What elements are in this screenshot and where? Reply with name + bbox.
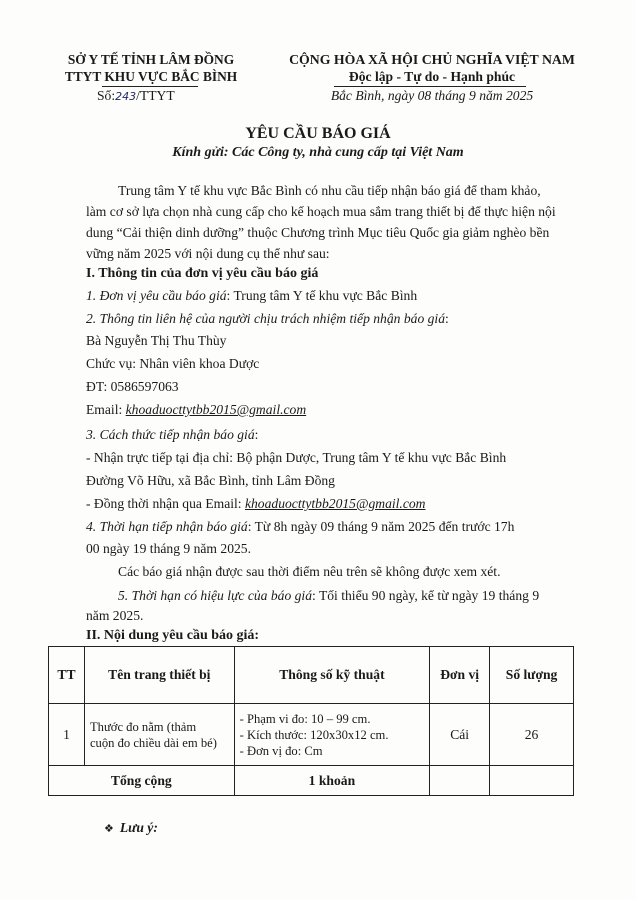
number-suffix: /TTYT: [136, 88, 175, 103]
item-1-value: : Trung tâm Y tế khu vực Bắc Bình: [226, 288, 418, 303]
issue-date: Bắc Bình, ngày 08 tháng 9 năm 2025: [330, 88, 534, 103]
item-2: [86, 311, 449, 327]
section-2-heading: II. Nội dung yêu cầu báo giá:: [86, 628, 260, 643]
email-submission-line: [86, 496, 425, 512]
email-submission-prefix: - Đồng thời nhận qua Email:: [86, 496, 245, 511]
spec-line: - Đơn vị đo: Cm: [239, 743, 323, 758]
quote-request-table: [48, 646, 574, 796]
cell-tt: 1: [49, 704, 85, 766]
item-3: [86, 427, 258, 443]
table-row: [49, 704, 574, 766]
country-name: CỘNG HÒA XÃ HỘI CHỦ NGHĨA VIỆT NAM: [289, 52, 575, 67]
item-3-colon: :: [254, 427, 259, 442]
section-1-heading: I. Thông tin của đơn vị yêu cầu báo giá: [86, 266, 319, 281]
item-4-label: 4. Thời hạn tiếp nhận báo giá: [86, 519, 248, 534]
contact-email: [86, 402, 306, 418]
table-total-row: [49, 766, 574, 796]
note-line: [104, 820, 158, 836]
department-name: SỞ Y TẾ TỈNH LÂM ĐỒNG: [67, 52, 235, 67]
item-5-label: 5. Thời hạn có hiệu lực của báo giá: [118, 588, 313, 603]
cell-specs: [234, 704, 430, 766]
contact-person: Bà Nguyễn Thị Thu Thùy: [86, 333, 227, 348]
recipient-line: Kính gửi: Các Công ty, nhà cung cấp tại Việt Nam: [172, 145, 464, 160]
cell-quantity: 26: [490, 704, 574, 766]
item-2-label: 2. Thông tin liên hệ của người chịu trách nhiệm tiếp nhận báo giá: [86, 311, 446, 326]
email-submission-link[interactable]: khoaduocttytbb2015@gmail.com: [244, 496, 426, 511]
item-4-continuation: 00 ngày 19 tháng 9 năm 2025.: [86, 541, 251, 556]
email-label: Email:: [86, 402, 126, 417]
item-1: [86, 288, 417, 304]
table-header-row: [49, 647, 574, 704]
intro-line-3: dung “Cải thiện dinh dưỡng” thuộc Chương trình Mục tiêu Quốc gia giảm nghèo bền: [86, 225, 550, 240]
late-quote-note: Các báo giá nhận được sau thời điểm nêu trên sẽ không được xem xét.: [118, 564, 501, 579]
document-number: [97, 88, 175, 104]
number-handwritten: 243: [115, 90, 137, 103]
intro-line-1: Trung tâm Y tế khu vực Bắc Bình có nhu cầu tiếp nhận báo giá để tham khảo,: [118, 183, 541, 198]
underline-left: [102, 86, 198, 87]
total-unit-empty: [430, 766, 490, 796]
number-prefix: Số:: [97, 88, 116, 103]
intro-line-4: vững năm 2025 với nội dung cụ thể như sau:: [86, 246, 330, 261]
col-header-specs: Thông số kỹ thuật: [234, 647, 430, 704]
col-header-quantity: Số lượng: [490, 647, 574, 704]
col-header-equipment: Tên trang thiết bị: [84, 647, 234, 704]
item-4-line-1: : Từ 8h ngày 09 tháng 9 năm 2025 đến trước 17h: [247, 519, 515, 534]
center-name: TTYT KHU VỰC BẮC BÌNH: [64, 69, 238, 84]
item-1-label: 1. Đơn vị yêu cầu báo giá: [86, 288, 227, 303]
item-5: [118, 588, 539, 604]
spec-line: - Kích thước: 120x30x12 cm.: [239, 727, 389, 742]
direct-address-line-2: Đường Võ Hữu, xã Bắc Bình, tỉnh Lâm Đồng: [86, 473, 335, 488]
note-bullet-icon: ❖: [104, 822, 114, 835]
cell-unit: Cái: [430, 704, 490, 766]
total-label: Tổng cộng: [49, 766, 235, 796]
item-3-label: 3. Cách thức tiếp nhận báo giá: [86, 427, 255, 442]
item-2-colon: :: [445, 311, 449, 326]
contact-position: Chức vụ: Nhân viên khoa Dược: [86, 356, 260, 371]
item-5-line-1: : Tối thiểu 90 ngày, kể từ ngày 19 tháng 9: [312, 588, 540, 603]
note-label: Lưu ý:: [119, 820, 158, 835]
total-value: 1 khoản: [234, 766, 430, 796]
col-header-unit: Đơn vị: [430, 647, 490, 704]
spec-line: - Phạm vi đo: 10 – 99 cm.: [239, 711, 371, 726]
contact-phone: ĐT: 0586597063: [86, 379, 179, 394]
direct-address-line-1: - Nhận trực tiếp tại địa chỉ: Bộ phận Dược, Trung tâm Y tế khu vực Bắc Bình: [86, 450, 507, 465]
email-link[interactable]: khoaduocttytbb2015@gmail.com: [125, 402, 307, 417]
intro-line-2: làm cơ sở lựa chọn nhà cung cấp cho kế hoạch mua sắm trang thiết bị để thực hiện nội: [86, 204, 556, 219]
item-4: [86, 519, 514, 535]
col-header-tt: TT: [49, 647, 85, 704]
total-quantity-empty: [490, 766, 574, 796]
national-motto: Độc lập - Tự do - Hạnh phúc: [348, 69, 516, 84]
cell-equipment-name: Thước đo nằm (thảm cuộn đo chiều dài em bé): [84, 704, 234, 766]
page-title: YÊU CẦU BÁO GIÁ: [245, 125, 391, 142]
item-5-continuation: năm 2025.: [86, 608, 144, 623]
underline-right: [334, 86, 526, 87]
